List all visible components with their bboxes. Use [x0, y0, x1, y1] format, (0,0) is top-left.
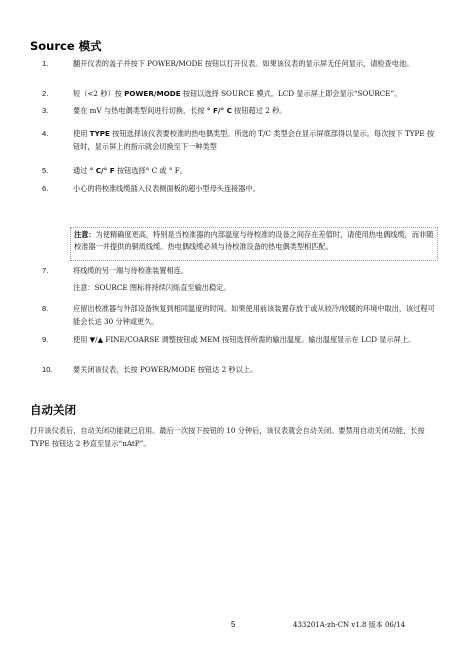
document-version: 433201A-zh-CN v1.8 版本 06/14	[293, 621, 406, 629]
step-number: 6.	[42, 184, 49, 193]
note-text: 为使精确度更高，特别是当校准器的内部温度与待校准的设备之间存在差值时，请使用热电偶线缆，而非随校准器一并提供的铜质线缆。热电偶线缆必须与待校准设备的热电偶类型相匹配。	[74, 230, 434, 251]
auto-off-heading: 自动关闭	[30, 403, 76, 417]
step-text: 要关闭该仪表，长按 POWER/MODE 按钮达 2 秒以上。	[73, 365, 258, 374]
step-text: 小心的将校准线缆插入仪表侧面板的超小型母头连接器中。	[73, 184, 260, 193]
step-number: 3.	[42, 106, 49, 115]
source-mode-heading: Source 模式	[30, 39, 102, 53]
step-text: 使用 ▼/▲ FINE/COARSE 调整按钮或 MEM 按钮选择所需的输出温度。输出温度显示在 LCD 显示屏上。	[73, 335, 416, 344]
note-label: 注意：	[74, 230, 96, 239]
page-number: 5	[231, 620, 236, 629]
step-text: 将线缆的另一端与待校准装置相连。	[73, 266, 189, 275]
step-number: 5.	[42, 166, 49, 175]
step-number: 9.	[42, 335, 49, 344]
step-text: 要在 mV 与热电偶类型间进行切换，长按 ° F/° C 按钮超过 2 秒。	[73, 106, 287, 115]
step-number: 4.	[42, 129, 49, 138]
step-text: 应留出校准器与外部设备恢复到相同温度的时间。如果使用前该装置存放于或从较冷/较暖的环境中取出，该过程可能会长达 30 分钟或更久。	[73, 304, 435, 326]
step-text: 短（<2 秒）按 POWER/MODE 按钮以选择 SOURCE 模式。LCD 显示屏上即会显示“SOURCE”。	[73, 89, 402, 98]
step-7-note: 注意：SOURCE 图标将持续闪烁直至输出稳定。	[73, 283, 231, 292]
step-number: 1.	[42, 59, 49, 68]
note-box	[70, 227, 438, 261]
step-number: 2.	[42, 89, 49, 98]
step-text: 使用 TYPE 按钮选择该仪表要校准的热电偶类型。所选的 T/C 类型会在显示屏底部得以显示。每次按下 TYPE 按钮时，显示屏上的指示就会切换至下一种类型	[73, 129, 435, 151]
step-text: 翻开仪表的盖子并按下 POWER/MODE 按钮以打开仪表。如果该仪表的显示屏无任何显示，请检查电池。	[73, 59, 414, 68]
step-number: 8.	[42, 304, 49, 313]
step-text: 通过 ° C/° F 按钮选择° C 或 ° F。	[73, 166, 187, 175]
step-number: 7.	[42, 266, 49, 275]
auto-off-paragraph: 打开该仪表后，自动关闭功能就已启用。最后一次按下按钮的 10 分钟后，该仪表就会自动关闭。要禁用自动关闭功能，长按 TYPE 按钮达 2 秒直至显示“nAtP”。	[30, 426, 425, 448]
step-number: 10.	[42, 365, 53, 374]
